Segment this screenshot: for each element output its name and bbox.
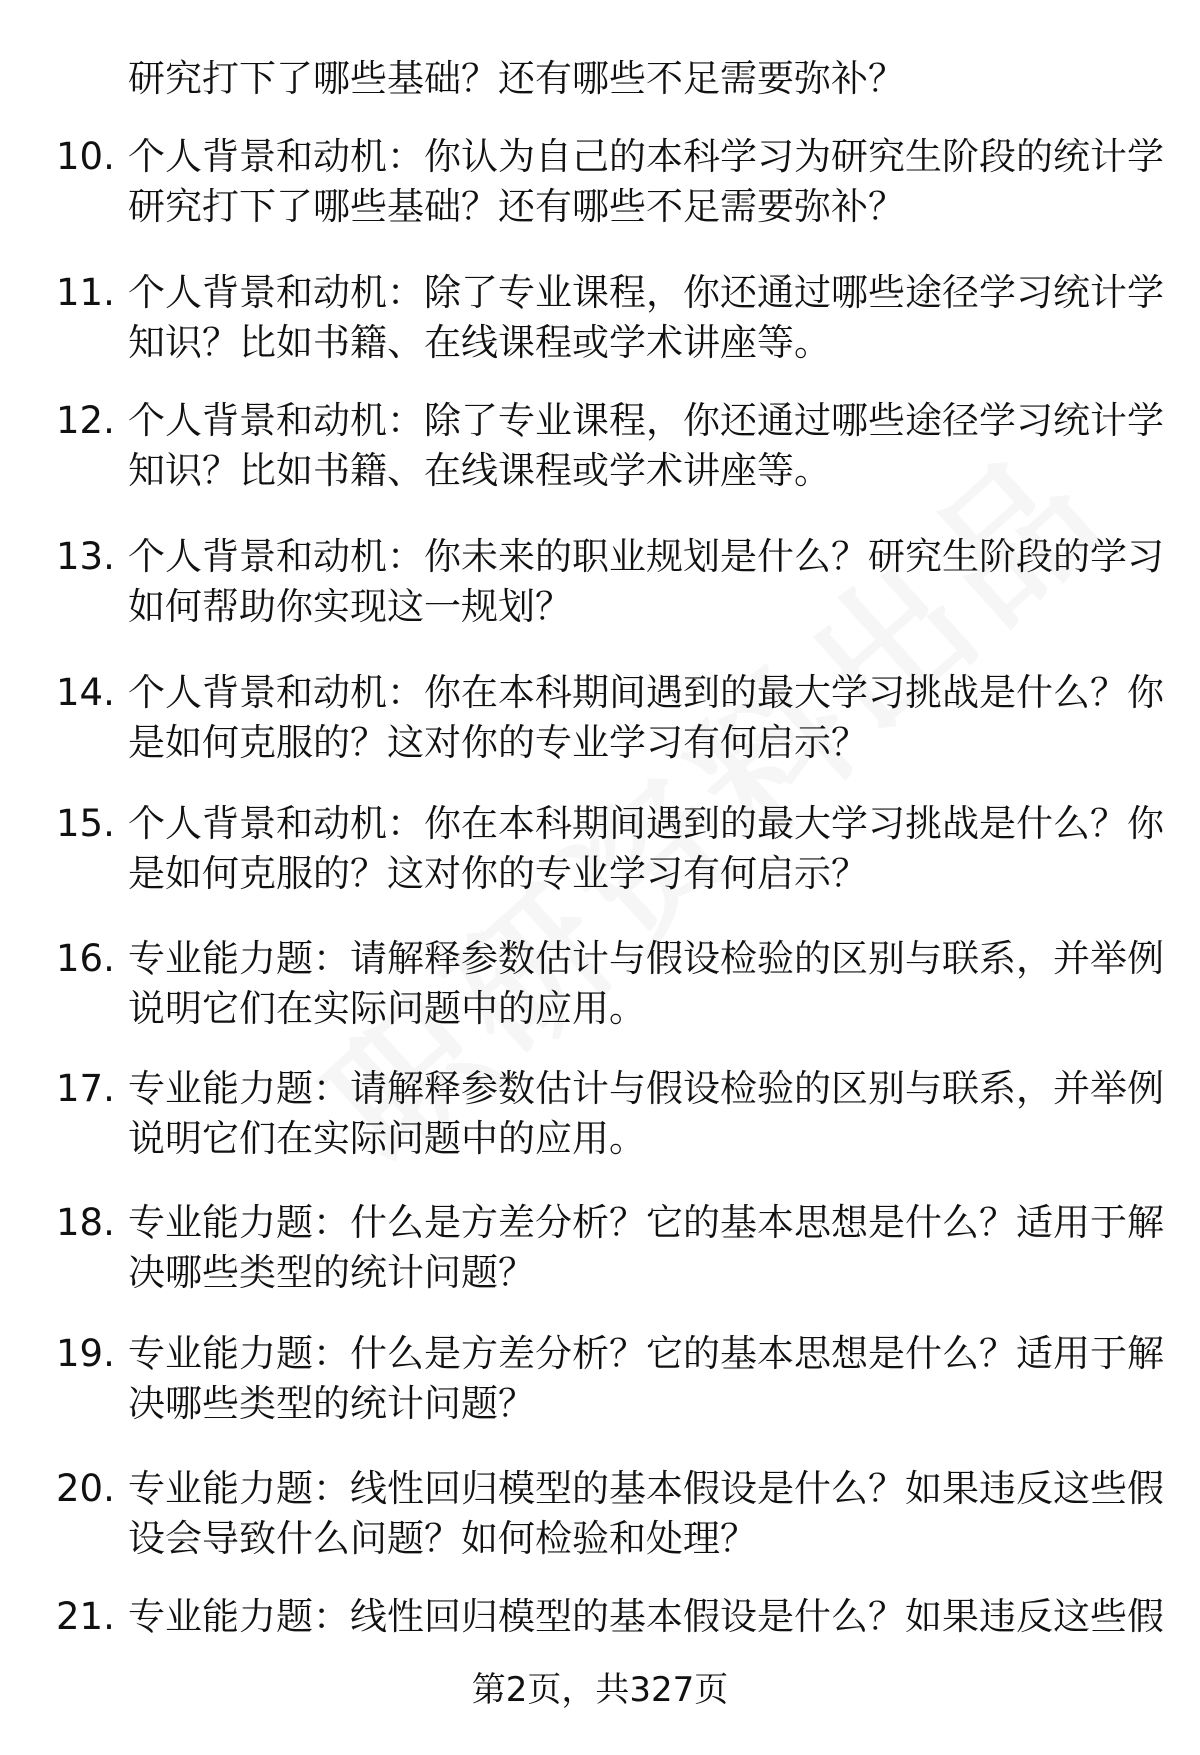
item-number: 11. [56,271,115,314]
item-line: 个人背景和动机：你认为自己的本科学习为研究生阶段的统计学 [128,135,1164,178]
item-text [128,1329,1164,1429]
item-line: 专业能力题：什么是方差分析？它的基本思想是什么？适用于解 [128,1201,1164,1244]
item-number: 21. [56,1595,115,1638]
item-line: 个人背景和动机：你未来的职业规划是什么？研究生阶段的学习 [128,535,1164,578]
item-line: 个人背景和动机：你在本科期间遇到的最大学习挑战是什么？你 [128,802,1164,845]
item-line: 说明它们在实际问题中的应用。 [128,1117,646,1160]
item-text [128,799,1164,899]
item-line: 决哪些类型的统计问题？ [128,1382,535,1425]
item-text [128,396,1164,496]
item-number: 17. [56,1067,115,1110]
item-number: 16. [56,937,115,980]
item-line: 是如何克服的？这对你的专业学习有何启示？ [128,852,868,895]
continuation-line: 研究打下了哪些基础？还有哪些不足需要弥补？ [128,57,905,100]
item-line: 个人背景和动机：你在本科期间遇到的最大学习挑战是什么？你 [128,671,1164,714]
page-footer: 第2页，共327页 [471,1670,729,1710]
item-number: 12. [56,399,115,442]
item-line: 说明它们在实际问题中的应用。 [128,987,646,1030]
item-line: 知识？比如书籍、在线课程或学术讲座等。 [128,321,831,364]
item-line: 个人背景和动机：除了专业课程，你还通过哪些途径学习统计学 [128,271,1164,314]
item-line: 是如何克服的？这对你的专业学习有何启示？ [128,721,868,764]
item-number: 20. [56,1467,115,1510]
item-number: 14. [56,671,115,714]
item-text [128,268,1164,368]
item-line: 研究打下了哪些基础？还有哪些不足需要弥补？ [128,185,905,228]
item-line: 专业能力题：线性回归模型的基本假设是什么？如果违反这些假 [128,1467,1164,1510]
item-number: 13. [56,535,115,578]
item-text [128,132,1164,232]
item-number: 18. [56,1201,115,1244]
item-line: 如何帮助你实现这一规划？ [128,585,572,628]
item-text [128,1198,1164,1298]
item-text [128,1592,1164,1642]
item-line: 专业能力题：线性回归模型的基本假设是什么？如果违反这些假 [128,1595,1164,1638]
item-text [128,1464,1164,1564]
item-line: 个人背景和动机：除了专业课程，你还通过哪些途径学习统计学 [128,399,1164,442]
item-text [128,934,1164,1034]
item-line: 决哪些类型的统计问题？ [128,1251,535,1294]
item-number: 10. [56,135,115,178]
item-line: 知识？比如书籍、在线课程或学术讲座等。 [128,449,831,492]
item-text [128,668,1164,768]
item-text [128,532,1164,632]
item-text [128,1064,1164,1164]
item-line: 专业能力题：请解释参数估计与假设检验的区别与联系，并举例 [128,1067,1164,1110]
item-number: 15. [56,802,115,845]
item-number: 19. [56,1332,115,1375]
item-line: 专业能力题：什么是方差分析？它的基本思想是什么？适用于解 [128,1332,1164,1375]
item-line: 设会导致什么问题？如何检验和处理？ [128,1517,757,1560]
item-line: 专业能力题：请解释参数估计与假设检验的区别与联系，并举例 [128,937,1164,980]
